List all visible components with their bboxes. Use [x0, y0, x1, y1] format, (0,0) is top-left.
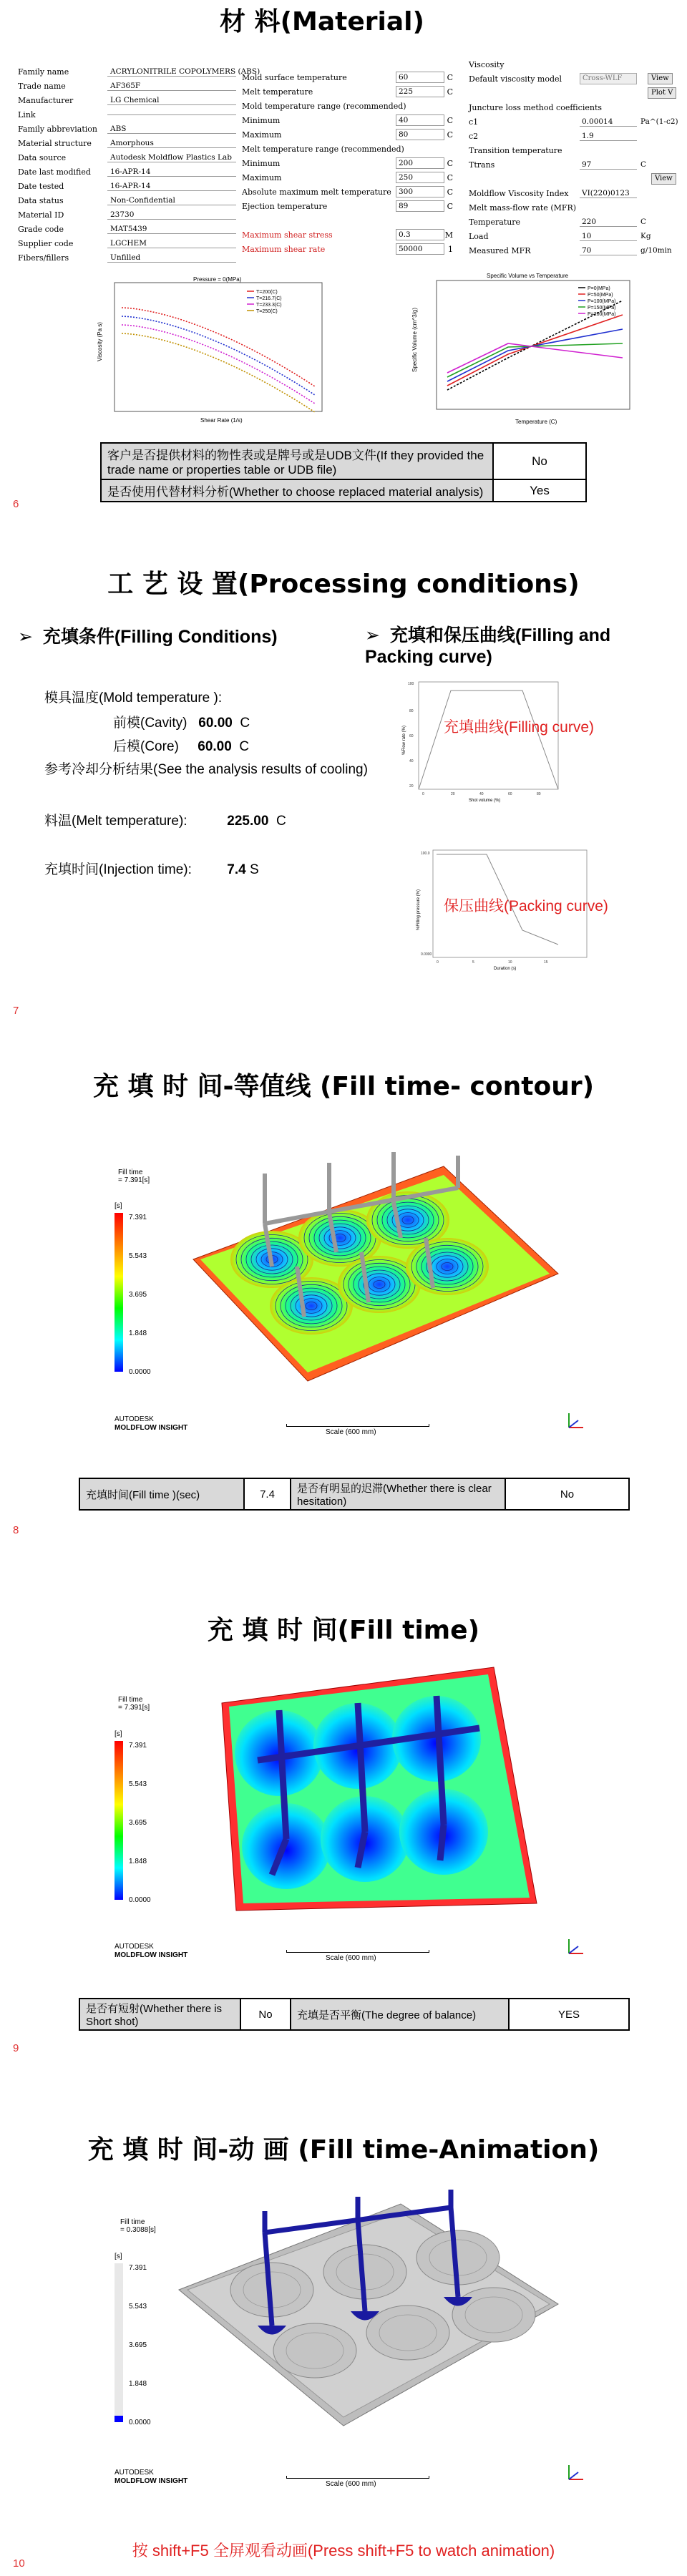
scale-label: Scale (600 mm): [326, 1428, 376, 1436]
legend-unit: [s]: [114, 2253, 122, 2260]
process-unit: 1: [448, 244, 453, 254]
property-key: Grade code: [18, 224, 64, 234]
logo-line2: MOLDFLOW INSIGHT: [114, 1424, 188, 1432]
material-properties: [18, 64, 260, 265]
process-key: Melt temperature range (recommended): [242, 144, 404, 154]
table-row: [101, 443, 586, 479]
core-row: [113, 736, 249, 755]
view-button[interactable]: View: [648, 73, 673, 84]
cavity-value: 60.00: [198, 716, 233, 731]
legend-unit: [s]: [114, 1202, 122, 1210]
fill-time-animation-model: [165, 2182, 572, 2433]
process-row: [242, 199, 457, 213]
short-shot-label: 是否有短射(Whether there is Short shot): [79, 1999, 240, 2030]
process-field[interactable]: 60: [396, 72, 444, 83]
autodesk-logo: [114, 2469, 187, 2486]
property-field[interactable]: MAT5439: [107, 225, 236, 234]
junction-header: Juncture loss method coefficients: [469, 102, 603, 112]
process-unit: C: [447, 158, 453, 168]
legend-tick: 0.0000: [129, 1368, 151, 1376]
process-key: Maximum shear rate: [242, 244, 326, 254]
viscosity-chart-title: Pressure = 0(MPa): [193, 276, 242, 283]
ttrans-unit: C: [640, 160, 647, 169]
logo-line1: AUTODESK: [114, 2469, 154, 2477]
property-field[interactable]: AF365F: [107, 82, 236, 91]
slide-number: 10: [13, 2557, 25, 2570]
property-row: [18, 222, 236, 236]
result-value: = 7.391[s]: [118, 1704, 150, 1712]
legend-tick: 5.543: [129, 2303, 147, 2311]
process-field[interactable]: 225: [396, 86, 444, 97]
slide-number: 6: [13, 498, 19, 510]
process-field[interactable]: 50000: [396, 243, 444, 255]
page-title: 工 艺 设 置(Processing conditions): [107, 570, 580, 599]
process-key: Maximum shear stress: [242, 230, 333, 240]
result-name: Fill time: [118, 1696, 143, 1704]
result-label: [118, 1169, 150, 1184]
qa-question: 客户是否提供材料的物性表或是牌号或是UDB文件(If they provided the trade name or properties table or UDB file): [101, 443, 493, 479]
core-unit: C: [239, 739, 250, 754]
table-row: [79, 1478, 629, 1510]
process-field[interactable]: 89: [396, 200, 444, 212]
process-row: [242, 84, 457, 99]
legend-entry: T=200(C): [256, 290, 278, 295]
c1-unit: Pa^(1-c2): [640, 117, 678, 126]
fill-time-label: 充填时间(Fill time )(sec): [79, 1478, 244, 1510]
slide-number: 8: [13, 1524, 19, 1536]
property-field[interactable]: Autodesk Moldflow Plastics Lab: [107, 153, 236, 162]
legend-entry: T=216.7(C): [256, 296, 282, 301]
short-shot-table: [79, 1998, 630, 2031]
legend-entry: P=200(MPa): [588, 312, 616, 317]
svg-text:40: 40: [409, 759, 414, 763]
color-legend-bar: [114, 1741, 123, 1900]
slide-number: 7: [13, 1005, 19, 1017]
mfr-measured-field[interactable]: 70: [580, 246, 637, 255]
property-row: [18, 107, 236, 122]
process-row: [242, 213, 457, 228]
cooling-reference: 参考冷却分析结果(See the analysis results of cooling): [44, 762, 368, 777]
legend-tick: 5.543: [129, 1252, 147, 1260]
pvt-chart-ylabel: Specific Volume (cm^3/g): [411, 307, 418, 372]
process-row: [242, 127, 457, 142]
qa-answer: No: [493, 443, 586, 479]
mfr-measured-label: Measured MFR: [469, 245, 531, 255]
property-row: [18, 179, 236, 193]
legend-tick: 1.848: [129, 1330, 147, 1337]
svg-text:80: 80: [409, 709, 414, 713]
filling-conditions-heading: ➢ 充填条件(Filling Conditions): [18, 627, 278, 647]
balance-label: 充填是否平衡(The degree of balance): [291, 1999, 509, 2030]
viscosity-model-select[interactable]: Cross-WLF: [580, 73, 637, 84]
property-field[interactable]: Amorphous: [107, 139, 236, 148]
mfr-load-unit: Kg: [640, 232, 651, 240]
property-key: Supplier code: [18, 238, 74, 248]
slide-fill-contour: [0, 1030, 687, 1546]
property-field[interactable]: 16-APR-14: [107, 167, 236, 177]
packing-curve-caption: 保压曲线(Packing curve): [444, 898, 608, 914]
property-key: Link: [18, 109, 36, 119]
slide-number: 9: [13, 2042, 19, 2054]
filling-curve-xlabel: Shot volume (%): [469, 799, 501, 803]
process-settings: [242, 70, 457, 256]
mvi-field[interactable]: VI(220)0123: [580, 189, 637, 198]
process-row: [242, 170, 457, 185]
slide-material: [0, 0, 687, 515]
svg-text:40: 40: [479, 792, 484, 796]
process-key: Mold temperature range (recommended): [242, 101, 406, 111]
cavity-label: 前模(Cavity): [113, 716, 187, 731]
axis-triad-icon: [565, 1410, 587, 1431]
property-key: Trade name: [18, 81, 66, 91]
process-key: Maximum: [242, 130, 282, 140]
page-title: 充 填 时 间-动 画 (Fill time-Animation): [87, 2135, 600, 2165]
legend-tick: 3.695: [129, 2341, 147, 2349]
process-row: [242, 185, 457, 199]
process-row: [242, 70, 457, 84]
slide-processing: [0, 515, 687, 1030]
axis-triad-icon: [565, 1936, 587, 1957]
property-field[interactable]: LGCHEM: [107, 239, 236, 248]
page-title: 充 填 时 间-等值线 (Fill time- contour): [92, 1072, 595, 1101]
property-row: [18, 165, 236, 179]
pvt-chart-title: Specific Volume vs Temperature: [487, 273, 569, 279]
property-field[interactable]: [107, 114, 236, 115]
mfr-temp-unit: C: [640, 218, 647, 226]
property-row: [18, 79, 236, 93]
packing-curve-ylabel: %Filling pressure (%): [416, 889, 421, 930]
property-key: Family name: [18, 67, 69, 77]
fill-time-shaded-model: [193, 1660, 565, 1925]
mfr-temp-field[interactable]: 220: [580, 218, 637, 227]
color-legend-bar: [114, 1213, 123, 1372]
filling-curve-ylabel: %Flow rate (%): [402, 725, 406, 755]
legend-tick: 1.848: [129, 2380, 147, 2388]
fill-time-value: 7.4: [244, 1478, 291, 1510]
injection-unit: S: [249, 862, 259, 877]
property-row: [18, 150, 236, 165]
property-row: [18, 208, 236, 222]
result-value: = 7.391[s]: [118, 1176, 150, 1184]
property-field[interactable]: LG Chemical: [107, 96, 236, 105]
pvt-chart: [408, 272, 644, 429]
legend-tick: 0.0000: [129, 2419, 151, 2426]
injection-label: 充填时间(Injection time):: [44, 862, 192, 877]
cavity: [366, 2306, 449, 2360]
curve-heading-label: 充填和保压曲线(Filling and Packing curve): [365, 625, 611, 667]
property-row: [18, 64, 260, 79]
scale-bar: [286, 1950, 429, 1953]
logo-line2: MOLDFLOW INSIGHT: [114, 2477, 188, 2485]
c1-field[interactable]: 0.00014: [580, 117, 637, 127]
process-unit: C: [447, 201, 453, 211]
result-label: [118, 1696, 150, 1712]
property-key: Material structure: [18, 138, 92, 148]
short-shot-value: No: [240, 1999, 291, 2030]
legend-tick: 7.391: [129, 1214, 147, 1221]
packing-curve-xlabel: Duration (s): [494, 967, 517, 971]
scale-bar: [286, 2476, 429, 2479]
page-title: 充 填 时 间(Fill time): [207, 1616, 480, 1645]
injection-row: [44, 859, 259, 878]
property-field[interactable]: Non-Confidential: [107, 196, 236, 205]
logo-line2: MOLDFLOW INSIGHT: [114, 1951, 188, 1959]
view2-button[interactable]: View: [651, 173, 676, 185]
pvt-chart-xlabel: Temperature (C): [515, 419, 557, 425]
mfr-header: Melt mass-flow rate (MFR): [469, 203, 577, 213]
legend-entry: P=50(MPa): [588, 293, 613, 298]
property-key: Data status: [18, 195, 64, 205]
ttrans-label: Ttrans: [469, 160, 495, 170]
curve-heading: ➢ 充填和保压曲线(Filling and Packing curve): [365, 625, 611, 667]
mvi-label: Moldflow Viscosity Index: [469, 188, 569, 198]
melt-row: [44, 810, 286, 829]
legend-tick: 1.848: [129, 1858, 147, 1865]
slide-fill-animation: [0, 2061, 687, 2576]
cavity-row: [113, 712, 250, 731]
legend-unit: [s]: [114, 1730, 122, 1738]
property-key: Material ID: [18, 210, 64, 220]
slide-fill-time: [0, 1546, 687, 2061]
color-legend-bar: [114, 2263, 123, 2422]
process-unit: C: [447, 87, 453, 97]
mfr-load-label: Load: [469, 231, 489, 241]
result-name: Fill time: [120, 2218, 145, 2226]
property-key: Family abbreviation: [18, 124, 97, 134]
table-row: [79, 1999, 629, 2030]
property-key: Date tested: [18, 181, 64, 191]
process-row: [242, 156, 457, 170]
svg-text:0.0000: 0.0000: [421, 952, 432, 957]
melt-value: 225.00: [227, 814, 269, 829]
process-field[interactable]: 200: [396, 157, 444, 169]
c1-label: c1: [469, 117, 479, 127]
process-key: Melt temperature: [242, 87, 313, 97]
property-row: [18, 250, 236, 265]
page-title: 材 料(Material): [220, 7, 424, 36]
legend-tick: 0.0000: [129, 1896, 151, 1904]
c2-label: c2: [469, 131, 479, 141]
process-unit: C: [447, 115, 453, 125]
property-key: Manufacturer: [18, 95, 74, 105]
svg-text:0: 0: [437, 960, 439, 965]
viscosity-panel: [469, 57, 687, 258]
process-unit: C: [447, 130, 453, 140]
viscosity-model-label: Default viscosity model: [469, 74, 562, 84]
hesitation-value: No: [505, 1478, 629, 1510]
viscosity-chart-ylabel: Viscosity (Pa s): [97, 322, 103, 361]
svg-text:60: 60: [409, 734, 414, 738]
plot-viscosity-button[interactable]: Plot V: [648, 87, 676, 99]
process-key: Mold surface temperature: [242, 72, 347, 82]
legend-entry: P=100(MPa): [588, 299, 616, 304]
process-row: [242, 228, 457, 242]
axis-triad-icon: [565, 2462, 587, 2483]
legend-entry: P=0(MPa): [588, 286, 610, 291]
property-row: [18, 193, 236, 208]
qa-answer: Yes: [493, 479, 586, 502]
filling-curve-chart: [401, 676, 565, 805]
injection-value: 7.4: [227, 862, 246, 877]
legend-entry: T=250(C): [256, 309, 278, 314]
mfr-load-field[interactable]: 10: [580, 232, 637, 241]
cavity: [452, 2288, 535, 2342]
transition-header: Transition temperature: [469, 145, 562, 155]
legend-entry: T=233.3(C): [256, 303, 282, 308]
logo-line1: AUTODESK: [114, 1415, 154, 1423]
svg-text:80: 80: [537, 792, 541, 796]
process-row: [242, 242, 457, 256]
ttrans-field[interactable]: 97: [580, 160, 637, 170]
property-row: [18, 136, 236, 150]
fill-time-table: [79, 1478, 630, 1511]
legend-tick: 7.391: [129, 1742, 147, 1750]
process-field[interactable]: 300: [396, 186, 444, 197]
process-unit: M: [444, 230, 453, 240]
filling-conditions-label: 充填条件(Filling Conditions): [42, 627, 278, 647]
process-field[interactable]: 250: [396, 172, 444, 183]
process-key: Minimum: [242, 115, 281, 125]
melt-label: 料温(Melt temperature):: [44, 814, 187, 829]
qa-question: 是否使用代替材料分析(Whether to choose replaced material analysis): [101, 479, 493, 502]
cavity: [273, 2323, 356, 2378]
table-row: [101, 479, 586, 502]
svg-text:0: 0: [422, 792, 424, 796]
material-qa-table: [100, 442, 587, 502]
process-row: [242, 142, 457, 156]
autodesk-logo: [114, 1943, 187, 1960]
viscosity-header: Viscosity: [469, 59, 505, 69]
property-field[interactable]: Unfilled: [107, 253, 236, 263]
scale-label: Scale (600 mm): [326, 2480, 376, 2488]
legend-tick: 3.695: [129, 1819, 147, 1827]
process-field[interactable]: 40: [396, 114, 444, 126]
cavity-unit: C: [240, 716, 250, 731]
process-key: Maximum: [242, 172, 282, 182]
property-row: [18, 93, 236, 107]
autodesk-logo: [114, 1415, 187, 1433]
process-key: Minimum: [242, 158, 281, 168]
balance-value: YES: [509, 1999, 629, 2030]
mfr-temp-label: Temperature: [469, 217, 521, 227]
scale-bar: [286, 1424, 429, 1427]
process-unit: C: [447, 187, 453, 197]
result-value: = 0.3088[s]: [120, 2226, 156, 2234]
process-row: [242, 113, 457, 127]
svg-text:60: 60: [508, 792, 512, 796]
property-field[interactable]: ABS: [107, 125, 236, 134]
viscosity-chart: [93, 275, 329, 426]
process-unit: C: [447, 172, 453, 182]
cavity: [406, 1238, 489, 1295]
svg-text:5: 5: [472, 960, 474, 965]
result-label: [120, 2218, 156, 2234]
property-field[interactable]: 16-APR-14: [107, 182, 236, 191]
core-label: 后模(Core): [113, 739, 179, 754]
legend-entry: P=150(MPa): [588, 306, 616, 311]
mold-temp-label: 模具温度(Mold temperature ):: [44, 691, 223, 706]
filling-curve-caption: 充填曲线(Filling curve): [444, 719, 595, 736]
hesitation-label: 是否有明显的迟滞(Whether there is clear hesitation): [291, 1478, 505, 1510]
legend-tick: 7.391: [129, 2264, 147, 2272]
property-field[interactable]: 23730: [107, 210, 236, 220]
mfr-measured-unit: g/10min: [640, 246, 672, 255]
core-value: 60.00: [198, 739, 232, 754]
process-field[interactable]: 0.3: [396, 229, 444, 240]
svg-text:100: 100: [408, 682, 414, 686]
svg-text:20: 20: [451, 792, 455, 796]
result-name: Fill time: [118, 1169, 143, 1176]
property-row: [18, 122, 236, 136]
c2-field[interactable]: 1.9: [580, 132, 637, 141]
animation-caption: 按 shift+F5 全屏观看动画(Press shift+F5 to watch animation): [132, 2542, 555, 2560]
svg-text:15: 15: [544, 960, 548, 965]
process-unit: C: [447, 72, 453, 82]
svg-text:100.0: 100.0: [421, 852, 430, 856]
scale-label: Scale (600 mm): [326, 1954, 376, 1962]
property-key: Data source: [18, 152, 67, 162]
process-key: Absolute maximum melt temperature: [242, 187, 391, 197]
process-row: [242, 99, 457, 113]
property-field[interactable]: ACRYLONITRILE COPOLYMERS (ABS): [107, 67, 236, 77]
legend-tick: 3.695: [129, 1291, 147, 1299]
process-key: Ejection temperature: [242, 201, 328, 211]
viscosity-chart-xlabel: Shear Rate (1/s): [200, 417, 243, 424]
logo-line1: AUTODESK: [114, 1943, 154, 1951]
melt-unit: C: [276, 814, 286, 829]
property-row: [18, 236, 236, 250]
svg-text:10: 10: [508, 960, 512, 965]
svg-text:20: 20: [409, 784, 414, 789]
property-key: Date last modified: [18, 167, 91, 177]
property-key: Fibers/fillers: [18, 253, 69, 263]
fill-time-contour-model: [172, 1152, 572, 1388]
process-field[interactable]: 80: [396, 129, 444, 140]
legend-tick: 5.543: [129, 1780, 147, 1788]
